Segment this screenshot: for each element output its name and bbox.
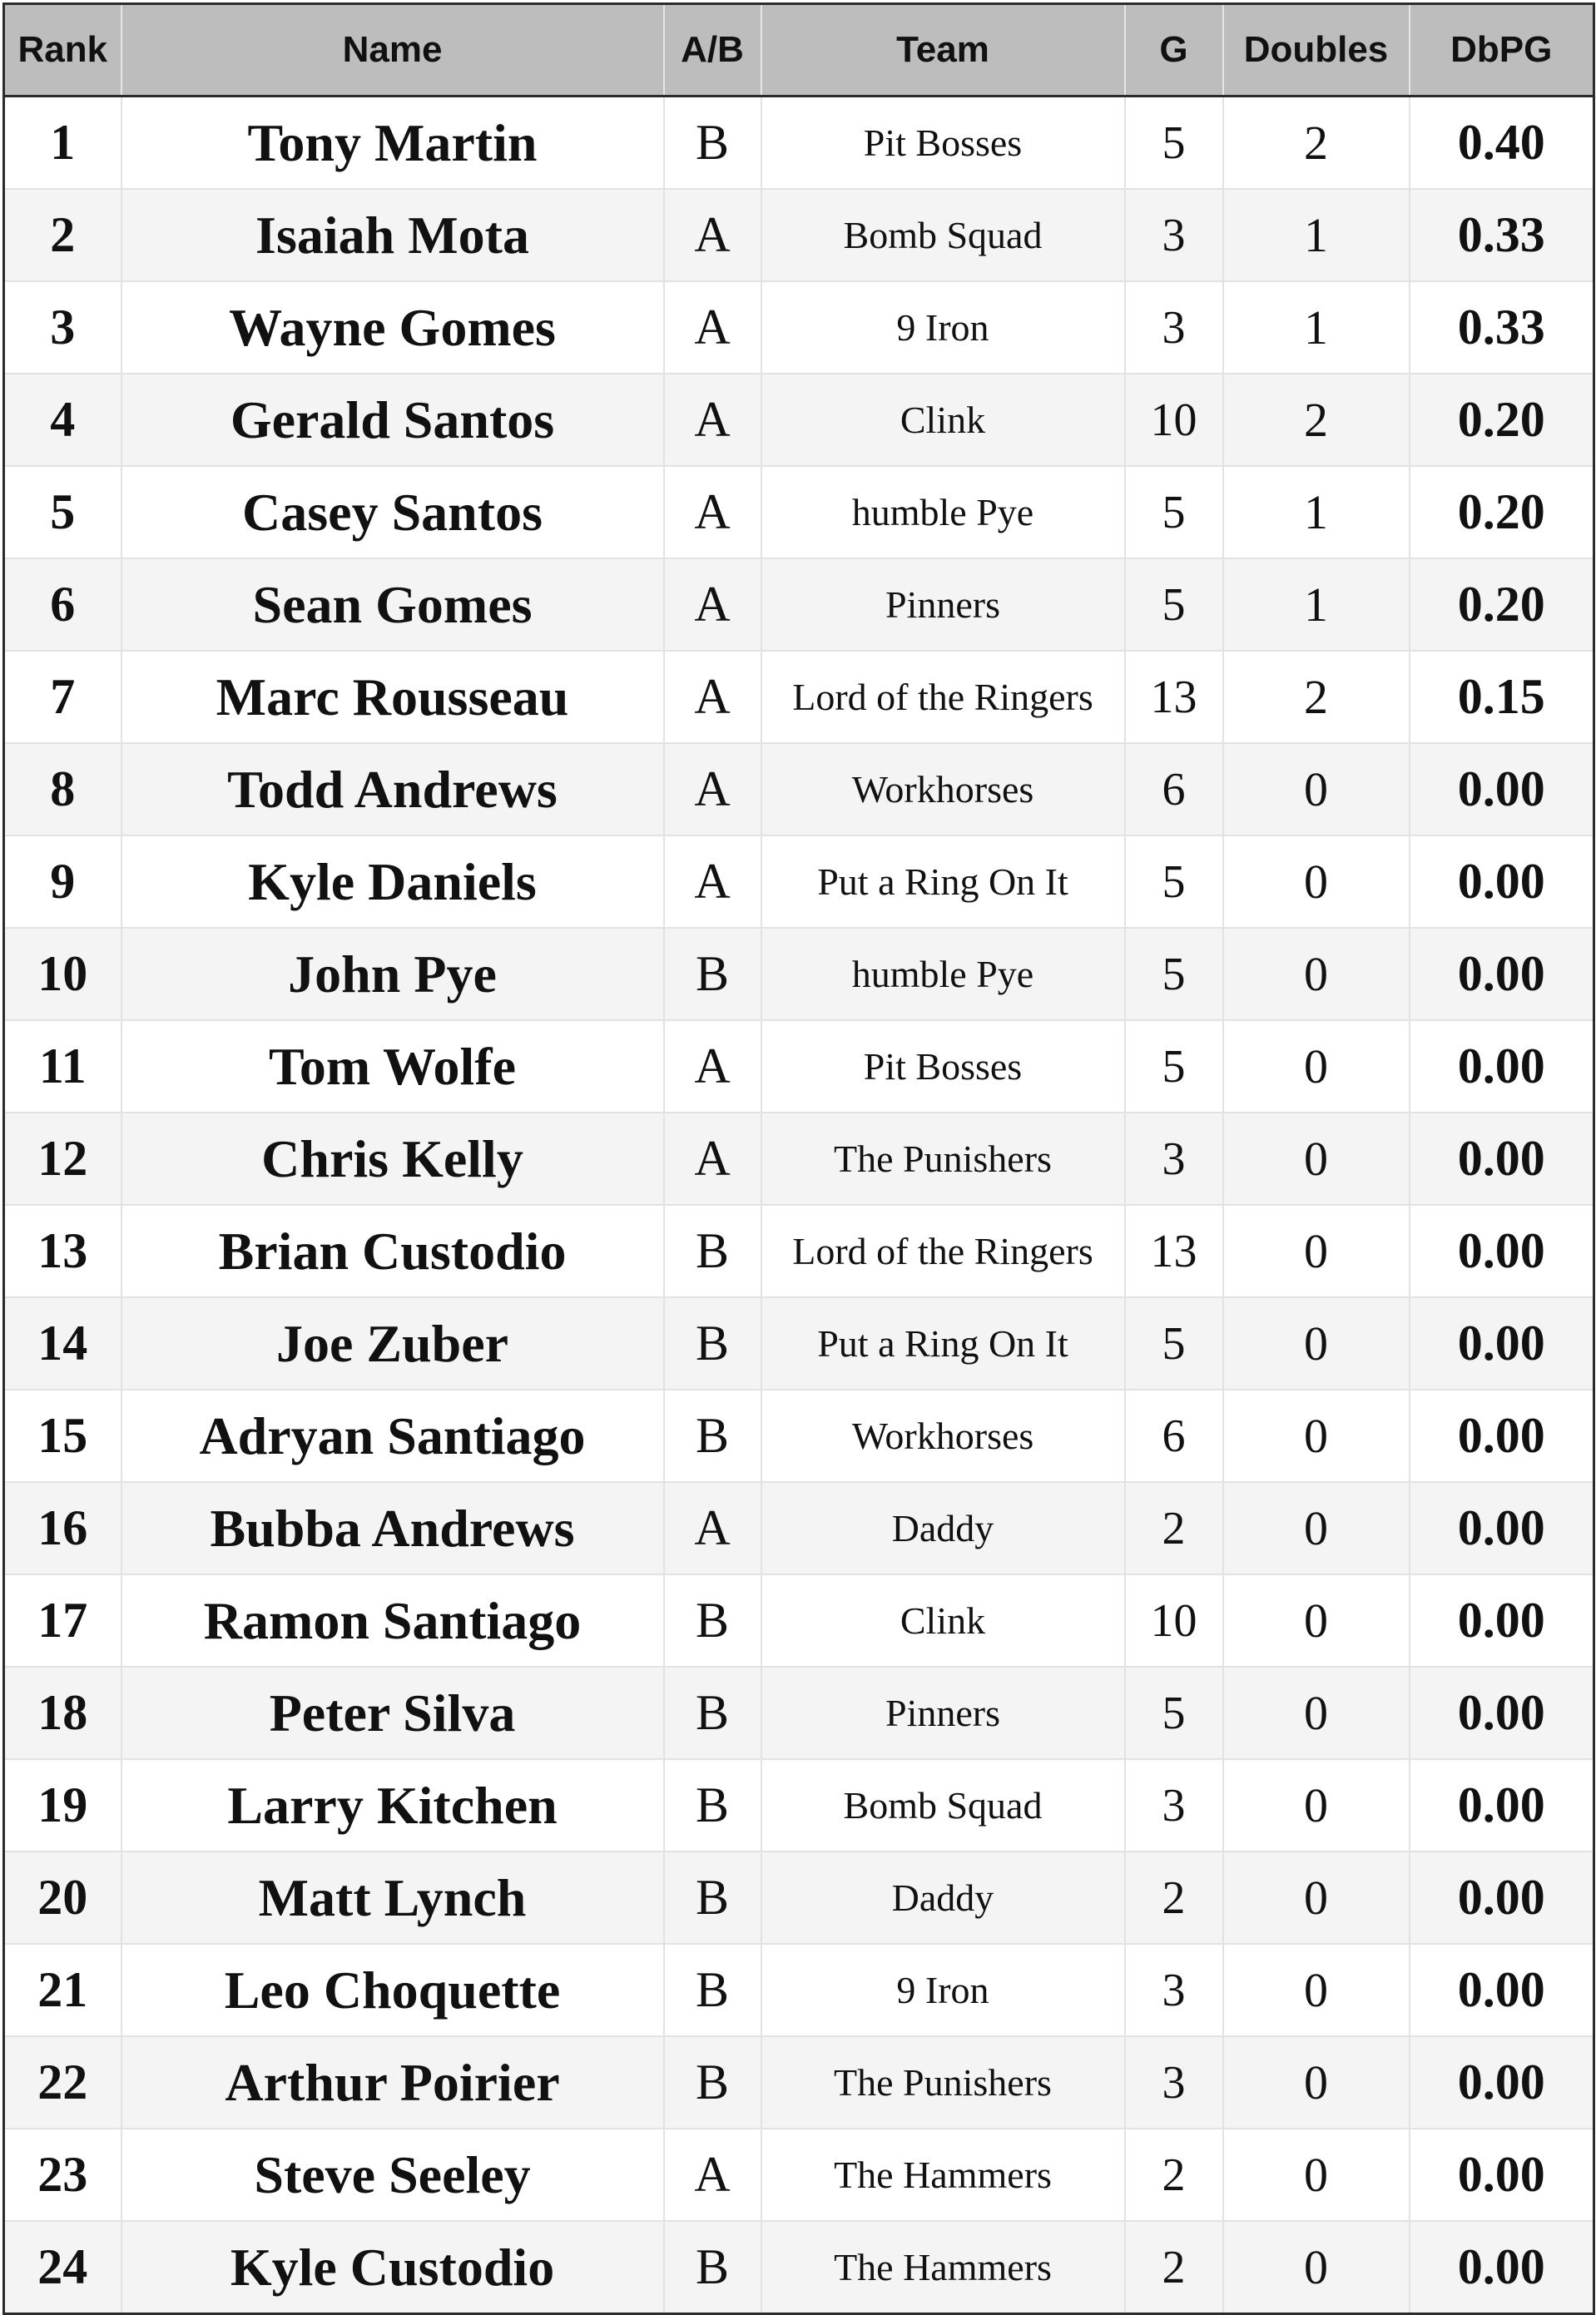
dbpg-cell: 0.00 [1410,1113,1594,1205]
games-cell: 6 [1125,743,1223,835]
doubles-cell: 0 [1223,928,1410,1020]
rank-cell: 23 [4,2129,121,2221]
doubles-cell: 0 [1223,1667,1410,1759]
player-name-cell: Sean Gomes [121,558,664,651]
doubles-cell: 0 [1223,1759,1410,1852]
rank-cell: 4 [4,374,121,466]
header-team: Team [761,4,1125,97]
dbpg-cell: 0.20 [1410,466,1594,558]
team-cell: Pinners [761,1667,1125,1759]
games-cell: 3 [1125,2036,1223,2129]
table-row [4,1944,1594,2036]
table-row [4,189,1594,281]
games-cell: 13 [1125,651,1223,743]
games-cell: 3 [1125,1759,1223,1852]
games-cell: 2 [1125,1482,1223,1574]
doubles-cell: 0 [1223,1113,1410,1205]
team-cell: The Hammers [761,2129,1125,2221]
doubles-cell: 0 [1223,1574,1410,1667]
header-doubles: Doubles [1223,4,1410,97]
ab-cell: B [664,1390,761,1482]
ab-cell: A [664,374,761,466]
team-cell: Daddy [761,1482,1125,1574]
table-row [4,1113,1594,1205]
header-games: G [1125,4,1223,97]
player-name-cell: Peter Silva [121,1667,664,1759]
player-name-cell: Bubba Andrews [121,1482,664,1574]
ab-cell: A [664,558,761,651]
player-name-cell: Matt Lynch [121,1852,664,1944]
doubles-cell: 1 [1223,558,1410,651]
games-cell: 5 [1125,928,1223,1020]
ab-cell: B [664,1944,761,2036]
table-row [4,835,1594,928]
player-name-cell: Kyle Custodio [121,2221,664,2314]
dbpg-cell: 0.33 [1410,281,1594,374]
team-cell: The Punishers [761,2036,1125,2129]
table-row [4,97,1594,190]
player-name-cell: Brian Custodio [121,1205,664,1297]
ab-cell: B [664,1297,761,1390]
team-cell: Workhorses [761,1390,1125,1482]
table-row [4,2221,1594,2314]
dbpg-cell: 0.15 [1410,651,1594,743]
player-name-cell: Adryan Santiago [121,1390,664,1482]
rank-cell: 1 [4,97,121,190]
rank-cell: 19 [4,1759,121,1852]
ab-cell: B [664,97,761,190]
rank-cell: 11 [4,1020,121,1113]
table-header [4,4,1594,97]
rank-cell: 16 [4,1482,121,1574]
doubles-cell: 0 [1223,1297,1410,1390]
doubles-cell: 0 [1223,2129,1410,2221]
doubles-cell: 0 [1223,1205,1410,1297]
player-name-cell: Todd Andrews [121,743,664,835]
team-cell: Pit Bosses [761,1020,1125,1113]
rank-cell: 6 [4,558,121,651]
player-name-cell: Ramon Santiago [121,1574,664,1667]
player-name-cell: Chris Kelly [121,1113,664,1205]
team-cell: Clink [761,1574,1125,1667]
dbpg-cell: 0.00 [1410,1482,1594,1574]
games-cell: 5 [1125,835,1223,928]
rank-cell: 15 [4,1390,121,1482]
games-cell: 2 [1125,2221,1223,2314]
player-name-cell: Tom Wolfe [121,1020,664,1113]
doubles-cell: 2 [1223,651,1410,743]
player-name-cell: Steve Seeley [121,2129,664,2221]
header-rank: Rank [4,4,121,97]
team-cell: Put a Ring On It [761,1297,1125,1390]
dbpg-cell: 0.00 [1410,1852,1594,1944]
player-name-cell: Joe Zuber [121,1297,664,1390]
header-ab: A/B [664,4,761,97]
team-cell: The Hammers [761,2221,1125,2314]
rank-cell: 10 [4,928,121,1020]
ab-cell: B [664,1852,761,1944]
games-cell: 6 [1125,1390,1223,1482]
dbpg-cell: 0.00 [1410,928,1594,1020]
table-row [4,281,1594,374]
dbpg-cell: 0.40 [1410,97,1594,190]
player-name-cell: Isaiah Mota [121,189,664,281]
ab-cell: B [664,1667,761,1759]
games-cell: 3 [1125,189,1223,281]
doubles-cell: 1 [1223,466,1410,558]
player-name-cell: Wayne Gomes [121,281,664,374]
doubles-cell: 0 [1223,2221,1410,2314]
rank-cell: 12 [4,1113,121,1205]
rank-cell: 3 [4,281,121,374]
team-cell: 9 Iron [761,1944,1125,2036]
header-row [4,4,1594,97]
ab-cell: A [664,1020,761,1113]
games-cell: 13 [1125,1205,1223,1297]
ab-cell: A [664,466,761,558]
table-row [4,1020,1594,1113]
player-name-cell: Marc Rousseau [121,651,664,743]
doubles-leaderboard-table [2,2,1595,2315]
rank-cell: 9 [4,835,121,928]
table-body [4,97,1594,2314]
table-row [4,743,1594,835]
ab-cell: A [664,743,761,835]
rank-cell: 14 [4,1297,121,1390]
games-cell: 10 [1125,1574,1223,1667]
games-cell: 5 [1125,1297,1223,1390]
rank-cell: 24 [4,2221,121,2314]
rank-cell: 22 [4,2036,121,2129]
doubles-cell: 0 [1223,743,1410,835]
doubles-cell: 0 [1223,1852,1410,1944]
table-row [4,1852,1594,1944]
ab-cell: B [664,2036,761,2129]
team-cell: Daddy [761,1852,1125,1944]
table-row [4,651,1594,743]
dbpg-cell: 0.20 [1410,374,1594,466]
rank-cell: 21 [4,1944,121,2036]
rank-cell: 18 [4,1667,121,1759]
team-cell: Bomb Squad [761,1759,1125,1852]
header-dbpg: DbPG [1410,4,1594,97]
dbpg-cell: 0.20 [1410,558,1594,651]
player-name-cell: Larry Kitchen [121,1759,664,1852]
doubles-cell: 0 [1223,2036,1410,2129]
player-name-cell: Leo Choquette [121,1944,664,2036]
rank-cell: 7 [4,651,121,743]
team-cell: humble Pye [761,466,1125,558]
doubles-cell: 0 [1223,1482,1410,1574]
ab-cell: A [664,2129,761,2221]
team-cell: Lord of the Ringers [761,1205,1125,1297]
table-row [4,2036,1594,2129]
doubles-cell: 0 [1223,1390,1410,1482]
header-name: Name [121,4,664,97]
ab-cell: B [664,1205,761,1297]
table-row [4,2129,1594,2221]
ab-cell: A [664,1113,761,1205]
table-row [4,1482,1594,1574]
games-cell: 5 [1125,1020,1223,1113]
table-row [4,1205,1594,1297]
dbpg-cell: 0.00 [1410,1667,1594,1759]
dbpg-cell: 0.00 [1410,2221,1594,2314]
table-row [4,928,1594,1020]
doubles-cell: 2 [1223,97,1410,190]
games-cell: 3 [1125,281,1223,374]
team-cell: Pinners [761,558,1125,651]
games-cell: 3 [1125,1113,1223,1205]
games-cell: 5 [1125,1667,1223,1759]
table-row [4,1667,1594,1759]
doubles-cell: 0 [1223,1020,1410,1113]
rank-cell: 5 [4,466,121,558]
rank-cell: 20 [4,1852,121,1944]
ab-cell: A [664,835,761,928]
games-cell: 5 [1125,558,1223,651]
ab-cell: B [664,1574,761,1667]
team-cell: Workhorses [761,743,1125,835]
dbpg-cell: 0.00 [1410,1020,1594,1113]
rank-cell: 2 [4,189,121,281]
team-cell: The Punishers [761,1113,1125,1205]
doubles-cell: 2 [1223,374,1410,466]
games-cell: 5 [1125,97,1223,190]
player-name-cell: John Pye [121,928,664,1020]
team-cell: 9 Iron [761,281,1125,374]
doubles-cell: 0 [1223,835,1410,928]
games-cell: 10 [1125,374,1223,466]
table-row [4,1297,1594,1390]
ab-cell: A [664,651,761,743]
player-name-cell: Tony Martin [121,97,664,190]
dbpg-cell: 0.00 [1410,1574,1594,1667]
player-name-cell: Arthur Poirier [121,2036,664,2129]
rank-cell: 8 [4,743,121,835]
table-row [4,1759,1594,1852]
table-row [4,374,1594,466]
team-cell: Clink [761,374,1125,466]
doubles-cell: 0 [1223,1944,1410,2036]
games-cell: 2 [1125,1852,1223,1944]
player-name-cell: Kyle Daniels [121,835,664,928]
table-row [4,466,1594,558]
games-cell: 3 [1125,1944,1223,2036]
games-cell: 5 [1125,466,1223,558]
dbpg-cell: 0.00 [1410,1759,1594,1852]
ab-cell: B [664,2221,761,2314]
team-cell: Put a Ring On It [761,835,1125,928]
ab-cell: A [664,281,761,374]
player-name-cell: Casey Santos [121,466,664,558]
dbpg-cell: 0.00 [1410,1205,1594,1297]
team-cell: Pit Bosses [761,97,1125,190]
dbpg-cell: 0.00 [1410,1944,1594,2036]
doubles-cell: 1 [1223,281,1410,374]
games-cell: 2 [1125,2129,1223,2221]
table-row [4,1574,1594,1667]
ab-cell: A [664,189,761,281]
dbpg-cell: 0.00 [1410,1390,1594,1482]
team-cell: Lord of the Ringers [761,651,1125,743]
dbpg-cell: 0.00 [1410,1297,1594,1390]
team-cell: Bomb Squad [761,189,1125,281]
dbpg-cell: 0.00 [1410,743,1594,835]
player-name-cell: Gerald Santos [121,374,664,466]
dbpg-cell: 0.33 [1410,189,1594,281]
doubles-cell: 1 [1223,189,1410,281]
table-row [4,1390,1594,1482]
table-row [4,558,1594,651]
ab-cell: B [664,928,761,1020]
rank-cell: 17 [4,1574,121,1667]
ab-cell: A [664,1482,761,1574]
rank-cell: 13 [4,1205,121,1297]
dbpg-cell: 0.00 [1410,2129,1594,2221]
dbpg-cell: 0.00 [1410,835,1594,928]
team-cell: humble Pye [761,928,1125,1020]
dbpg-cell: 0.00 [1410,2036,1594,2129]
ab-cell: B [664,1759,761,1852]
